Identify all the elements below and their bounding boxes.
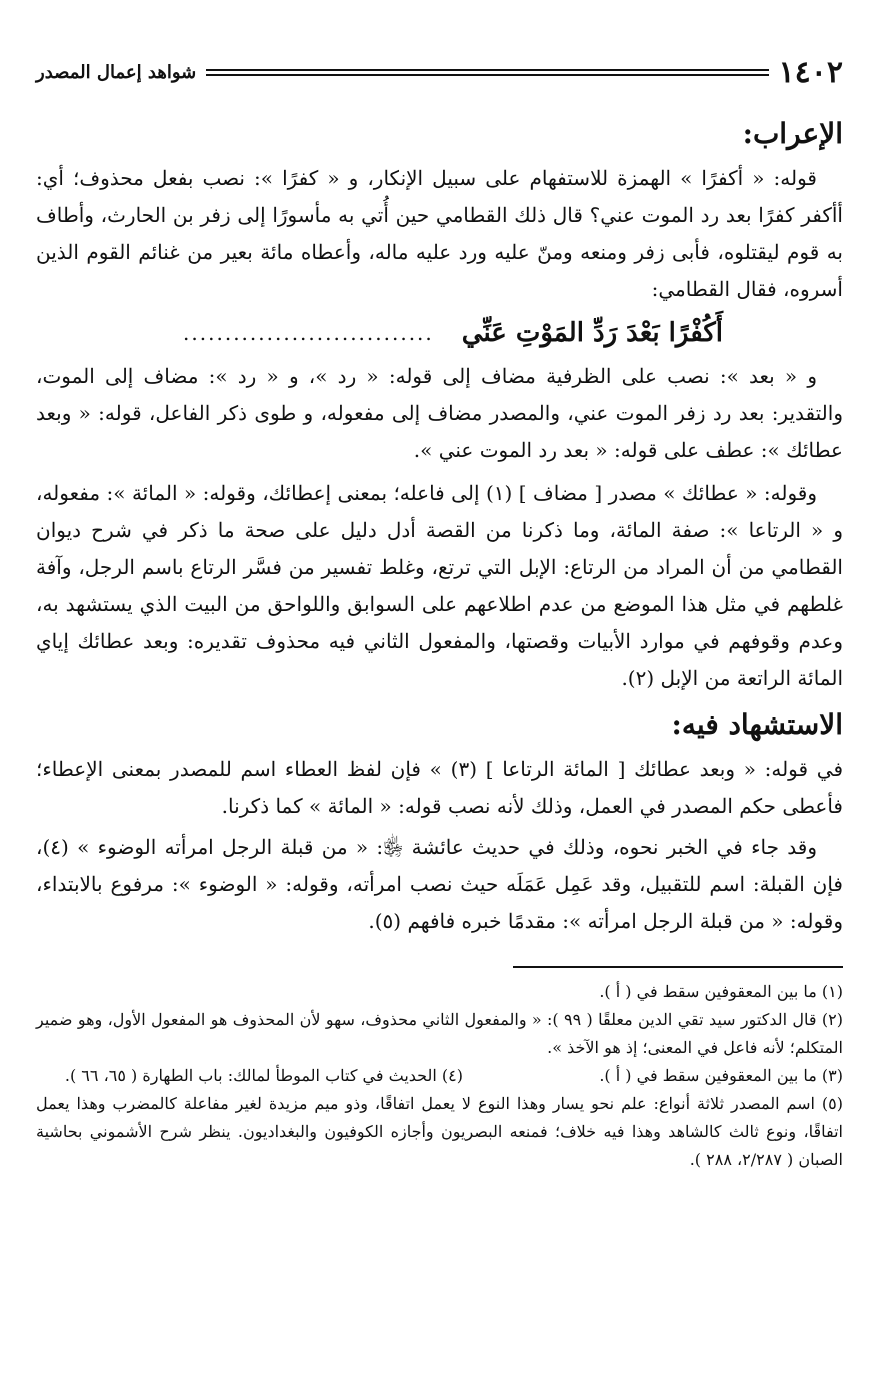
paragraph-2: و « بعد »: نصب على الظرفية مضاف إلى قوله: « رد »، و « رد »: مضاف إلى الموت، والتقدير: بعد رد زفر الموت عني، والمصدر مضاف إلى مفعوله، و طوى ذكر الفاعل، قوله: « وبعد عطائك »: عطف على قوله: « بعد رد الموت عني ». xyxy=(36,364,843,462)
footnote-5: (٥) اسم المصدر ثلاثة أنواع: علم نحو يسار وهذا النوع لا يعمل اتفاقًا، وذو ميم مزيدة لغير مفاعلة كالمضرب وهذا يعمل اتفاقًا، ونوع ثالث كالشاهد وهذا فيه خلاف؛ فمنعه البصريون وأجازه الكوفيون والبغداديون. ينظر شرح الأشموني بحاشية الصبان ( ٢/٢٨٧، ٢٨٨ ). xyxy=(36,1094,843,1169)
running-header xyxy=(36,52,843,92)
verse-text: أَكُفْرًا بَعْدَ رَدِّ المَوْتِ عَنِّي xyxy=(461,318,723,348)
irab-heading: الإعراب: xyxy=(742,117,843,150)
footnote-separator xyxy=(513,966,843,968)
running-title: شواهد إعمال المصدر xyxy=(36,61,197,83)
footnote-2: (٢) قال الدكتور سيد تقي الدين معلقًا ( ٩٩ ): « والمفعول الثاني محذوف، سهو لأن المحذوف هو المفعول الأول، وهو ضمير المتكلم؛ لأنه فاعل في المعنى؛ إذ هو الآخذ ». xyxy=(36,1010,843,1057)
header-rule xyxy=(206,69,768,76)
paragraph-1: قوله: « أكفرًا » الهمزة للاستفهام على سبيل الإنكار، و « كفرًا »: نصب بفعل محذوف؛ أي: أأكفر كفرًا بعد رد الموت عني؟ قال ذلك القطامي حين أُتي به مأسورًا إلى زفر بن الحارث، وأطاف به قوم ليقتلوه، فأبى زفر ومنعه ومنّ عليه ورد عليه ماله، وأعطاه مائة بعير من غنائم القوم الذين أسروه، فقال القطامي: xyxy=(36,166,843,301)
page-number: ١٤٠٢ xyxy=(778,54,843,90)
footnote-row-3-4 xyxy=(36,1062,843,1090)
verse-dots: .............................. xyxy=(183,321,434,345)
paragraph-5: وقد جاء في الخبر نحوه، وذلك في حديث عائشة ﵂: « من قبلة الرجل امرأته الوضوء » (٤)، فإن القبلة: اسم للتقبيل، وقد عَمِل عَمَلَه حيث نصب امرأته، وقوله: « الوضوء »: مرفوع بالابتداء، وقوله: « من قبلة الرجل امرأته »: مقدمًا خبره فافهم (٥). xyxy=(36,835,843,933)
verse-line xyxy=(36,310,843,356)
footnote-4: (٤) الحديث في كتاب الموطأ لمالك: باب الطهارة ( ٦٥، ٦٦ ). xyxy=(64,1066,463,1085)
paragraph-3: وقوله: « عطائك » مصدر [ مضاف ] (١) إلى فاعله؛ بمعنى إعطائك، وقوله: « المائة »: مفعوله، و « الرتاعا »: صفة المائة، وما ذكرنا من القصة أدل دليل على صحة ما ذكر في شرح ديوان القطامي من أن المراد من الرتاع: الإبل التي ترتع، وغلط تفسير من فسَّر الرتاع باسم الرجل، وآفة غلطهم في مثل هذا الموضع من عدم اطلاعهم على السوابق واللواحق من البيت الذي يستشهد به، وعدم وقوفهم في موارد الأبيات وقصتها، والمفعول الثاني فيه محذوف تقديره: وبعد عطائك إياي المائة الراتعة من الإبل (٢). xyxy=(36,481,843,690)
footnote-3: (٣) ما بين المعقوفين سقط في ( أ ). xyxy=(599,1066,843,1085)
paragraph-4: في قوله: « وبعد عطائك [ المائة الرتاعا ] (٣) » فإن لفظ العطاء اسم للمصدر بمعنى الإعطاء؛ فأعطى حكم المصدر في العمل، وذلك لأنه نصب قوله: « المائة » كما ذكرنا. xyxy=(36,757,844,818)
istishhad-heading: الاستشهاد فيه: xyxy=(671,708,843,741)
footnote-1: (١) ما بين المعقوفين سقط في ( أ ). xyxy=(599,982,843,1001)
